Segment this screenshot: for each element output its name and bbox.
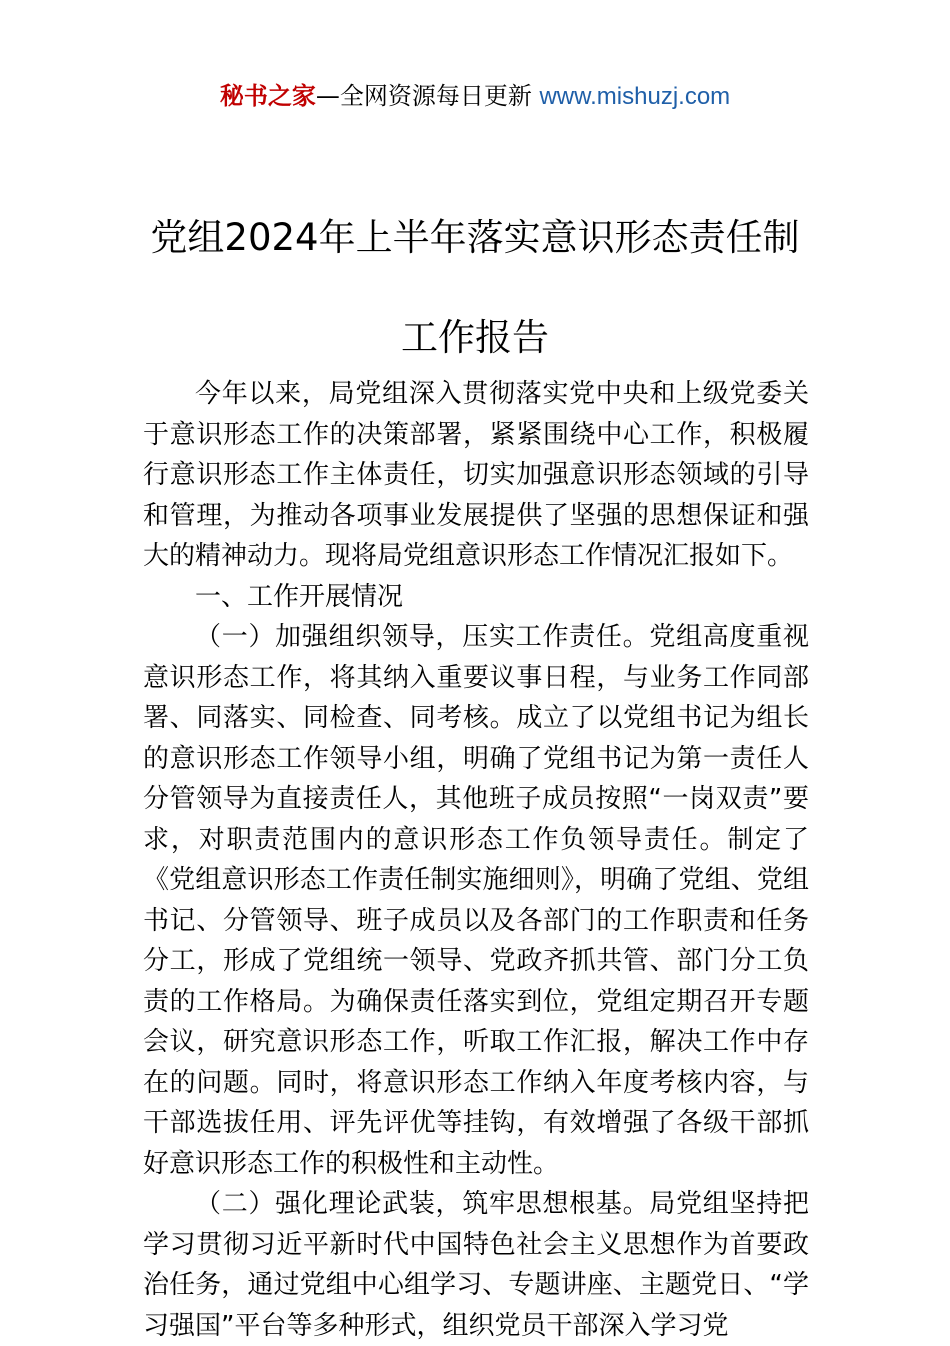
paragraph-subsection-1: （一）加强组织领导，压实工作责任。党组高度重视意识形态工作，将其纳入重要议事日程，与业务工作同部署、同落实、同检查、同考核。成立了以党组书记为组长的意识形态工作领导小组，明确了党组书记为第一责任人分管领导为直接责任人，其他班子成员按照“一岗双责”要求，对职责范围内的意识形态工作负领导责任。制定了《党组意识形态工作责任制实施细则》，明确了党组、党组书记、分管领导、班子成员以及各部门的工作职责和任务分工，形成了党组统一领导、党政齐抓共管、部门分工负责的工作格局。为确保责任落实到位，党组定期召开专题会议，研究意识形态工作，听取工作汇报，解决工作中存在的问题。同时，将意识形态工作纳入年度考核内容，与干部选拔任用、评先评优等挂钩，有效增强了各级干部抓好意识形态工作的积极性和主动性。 [143, 622, 809, 1179]
document-body [143, 374, 809, 1346]
document-title-line-1: 党组2024年上半年落实意识形态责任制 [150, 216, 800, 259]
site-header [0, 80, 950, 113]
site-slogan: —全网资源每日更新 [315, 82, 540, 110]
paragraph-intro: 今年以来，局党组深入贯彻落实党中央和上级党委关于意识形态工作的决策部署，紧紧围绕中心工作，积极履行意识形态工作主体责任，切实加强意识形态领域的引导和管理，为推动各项事业发展提供了坚强的思想保证和强大的精神动力。现将局党组意识形态工作情况汇报如下。 [143, 379, 809, 571]
section-heading: 一、工作开展情况 [195, 581, 404, 612]
paragraph-subsection-2: （二）强化理论武装，筑牢思想根基。局党组坚持把学习贯彻习近平新时代中国特色社会主义思想作为首要政治任务，通过党组中心组学习、专题讲座、主题党日、“学习强国”平台等多种形式，组织党员干部深入学习党 [143, 1189, 809, 1341]
site-brand: 秘书之家 [219, 82, 316, 110]
document-title [0, 188, 950, 388]
site-url-link[interactable]: www.mishuzj.com [539, 83, 731, 110]
document-title-line-2: 工作报告 [401, 316, 549, 359]
